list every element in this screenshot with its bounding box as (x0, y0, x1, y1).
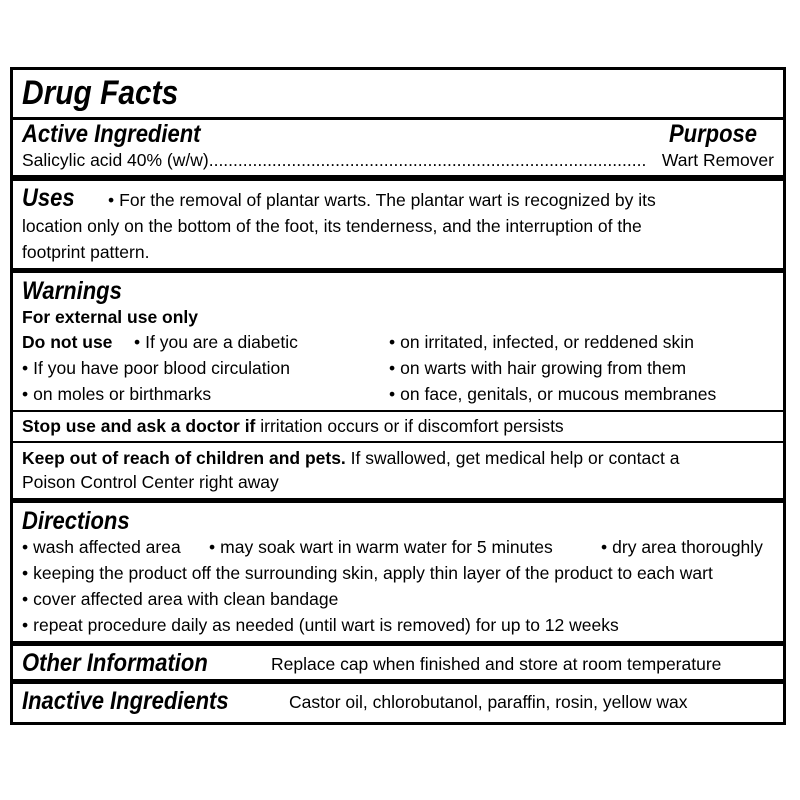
external-use-text: For external use only (22, 307, 199, 327)
warning-left-item: • If you have poor blood circulation (22, 357, 290, 379)
direction-item: • dry area thoroughly (601, 536, 763, 558)
thick-divider (13, 175, 783, 181)
direction-item: • cover affected area with clean bandage (22, 588, 338, 610)
direction-item: • repeat procedure daily as needed (until wart is removed) for up to 12 weeks (22, 614, 619, 636)
thick-divider (13, 679, 783, 684)
thick-divider (13, 268, 783, 273)
active-ingredient-heading: Active Ingredient (22, 120, 201, 148)
warnings-heading: Warnings (22, 277, 122, 305)
keep-out-line: Keep out of reach of children and pets. If swallowed, get medical help or contact a (22, 448, 680, 468)
active-ingredient-name: Salicylic acid 40% (w/w) (22, 150, 209, 170)
directions-heading: Directions (22, 507, 130, 535)
purpose-value: Wart Remover (661, 150, 774, 170)
divider (13, 410, 783, 412)
other-information-heading: Other Information (22, 649, 208, 677)
active-ingredient-row (22, 149, 774, 171)
thick-divider (13, 498, 783, 503)
thick-divider (13, 641, 783, 646)
uses-line-3: footprint pattern. (22, 242, 150, 262)
warning-right-item: • on irritated, infected, or reddened skin (389, 331, 694, 353)
warning-left-item: • on moles or birthmarks (22, 383, 211, 405)
direction-item: • keeping the product off the surrounding skin, apply thin layer of the product to each wart (22, 562, 713, 584)
uses-heading: Uses (22, 184, 75, 212)
uses-line-1 (108, 189, 656, 211)
keep-out-line-2: Poison Control Center right away (22, 472, 279, 492)
other-information-text: Replace cap when finished and store at room temperature (271, 654, 722, 674)
do-not-use-label: Do not use (22, 332, 113, 352)
drug-facts-panel (10, 67, 786, 725)
direction-item: • wash affected area (22, 536, 181, 558)
drug-facts-title: Drug Facts (22, 74, 179, 112)
inactive-ingredients-text: Castor oil, chlorobutanol, paraffin, rosin, yellow wax (289, 692, 688, 712)
purpose-heading: Purpose (669, 120, 758, 148)
warning-left-item: • If you are a diabetic (134, 331, 298, 353)
stop-use-line: Stop use and ask a doctor if irritation occurs or if discomfort persists (22, 416, 564, 436)
warning-right-item: • on face, genitals, or mucous membranes (389, 383, 716, 405)
uses-text-1: For the removal of plantar warts. The plantar wart is recognized by its (119, 190, 656, 210)
inactive-ingredients-heading: Inactive Ingredients (22, 687, 229, 715)
leader-dots: .......................................................................................... (208, 150, 647, 170)
warning-right-item: • on warts with hair growing from them (389, 357, 686, 379)
uses-line-2: location only on the bottom of the foot, its tenderness, and the interruption of the (22, 216, 642, 236)
direction-item: • may soak wart in warm water for 5 minutes (209, 536, 553, 558)
divider (13, 441, 783, 443)
